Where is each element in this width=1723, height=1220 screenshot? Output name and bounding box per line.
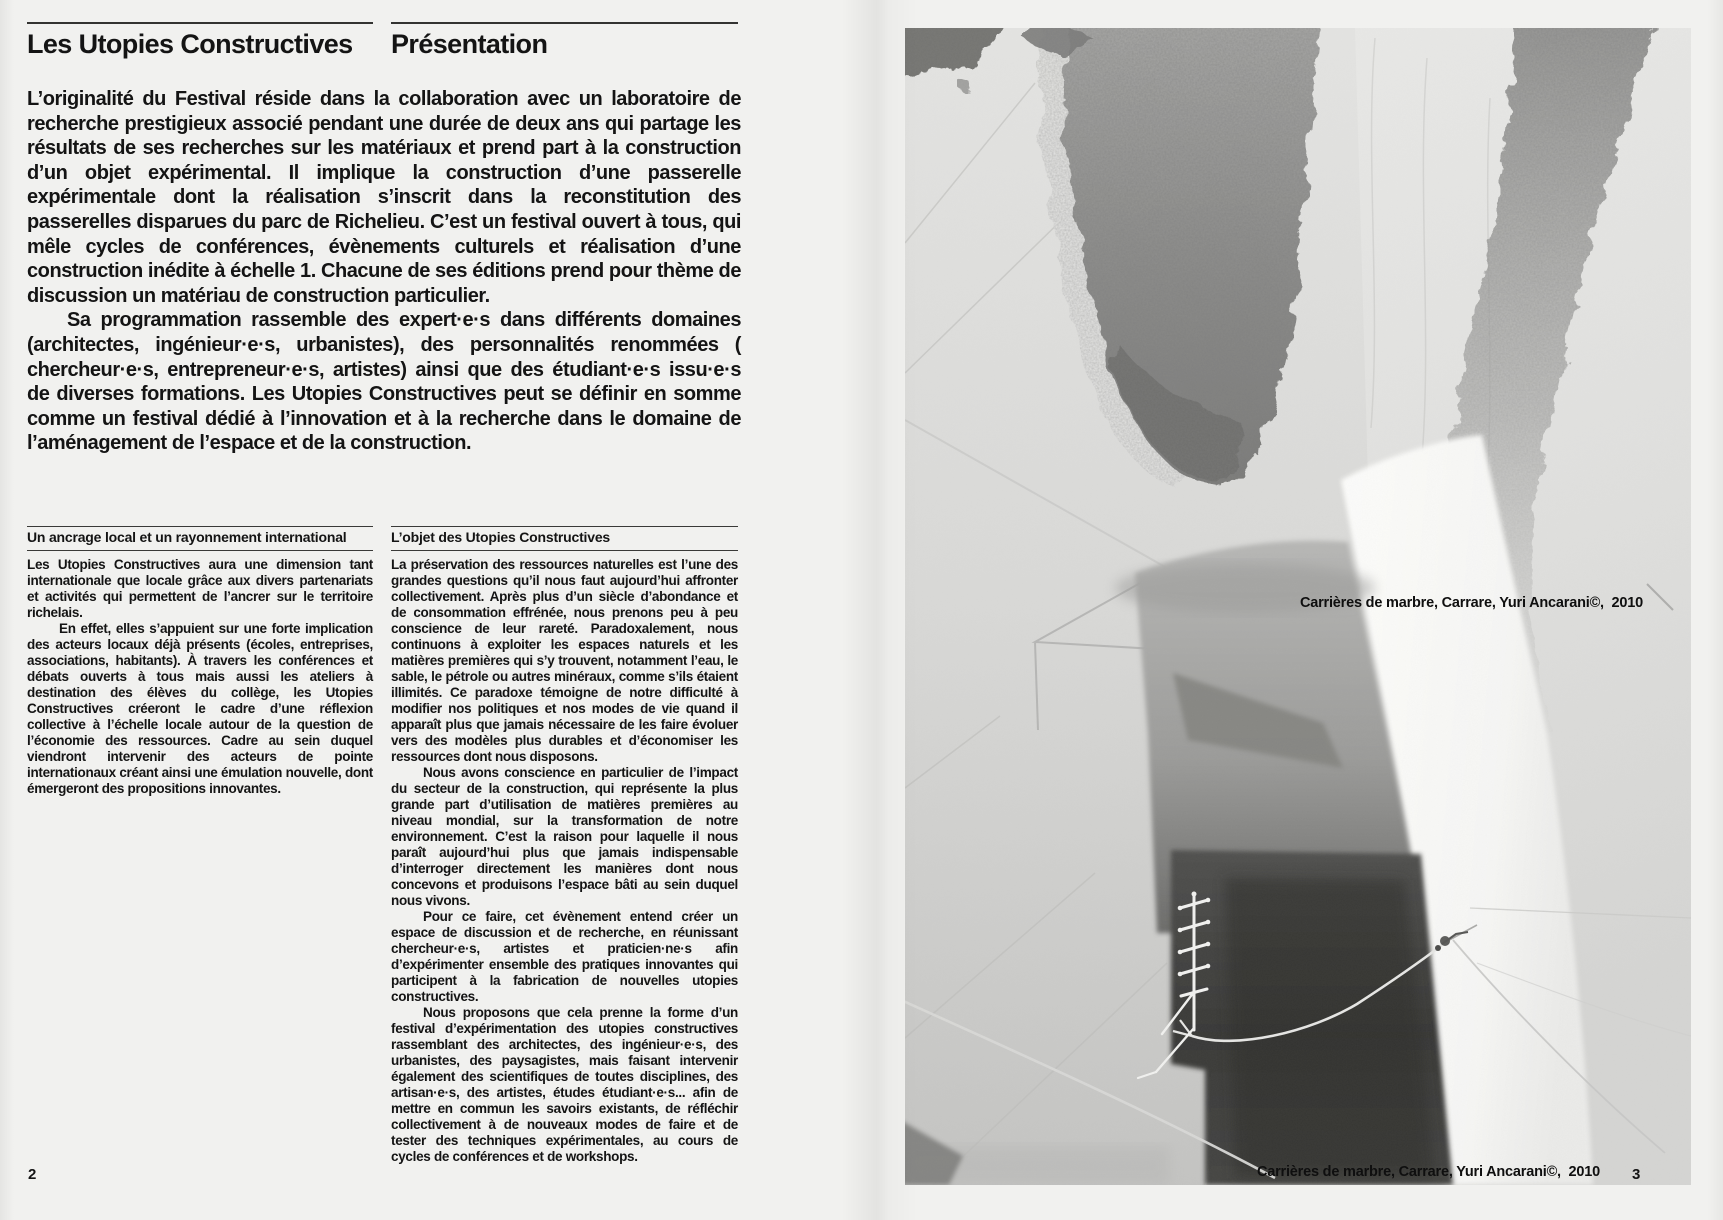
page-title-les-utopies-constructives: Les Utopies Constructives <box>27 29 353 59</box>
intro-text <box>27 87 741 456</box>
column2-paragraph-4: Nous proposons que cela prenne la forme d’un festival d’expérimentation des utopies constructives rassemblant des architectes, des ingénieur·e·s, des urbanistes, des paysagistes, mais faisant intervenir également des scientifiques de toutes disciplines, des artisan·e·s, des artistes, études étudiant·e·s... afin de mettre en commun les savoirs existants, de réfléchir collectivement à de nouveaux modes de faire et de tester des techniques expérimentales, au cours de cycles de conférences et de workshops. <box>391 1005 738 1164</box>
column-ancrage-local <box>27 526 373 797</box>
scan-edge-right <box>1707 0 1723 1220</box>
page-title-presentation: Présentation <box>391 29 548 59</box>
column-header-ancrage: Un ancrage local et un rayonnement international <box>27 526 373 551</box>
title-block-les-utopies <box>27 22 373 60</box>
photo-caption-top: Carrières de marbre, Carrare, Yuri Ancarani©, 2010 <box>1299 595 1643 611</box>
column2-paragraph-1: La préservation des ressources naturelles est l’une des grandes questions qu’il nous faut aujourd’hui affronter collectivement. Après plus d’un siècle d’abondance et de consommation effrénée, nous prenons peu à peu conscience de leur rareté. Paradoxalement, nous continuons à exploiter les espaces naturels et les matières premières qui s’y trouvent, notamment l’eau, le sable, le pétrole ou autres minéraux, comme s’ils étaient illimités. Ce paradoxe témoigne de notre difficulté à modifier nos politiques et nos modes de vie quand il apparaît plus que jamais nécessaire de les faire évoluer vers des modèles plus durables et d’économiser les ressources dont nous disposons. <box>391 557 738 764</box>
title-block-presentation <box>391 22 738 60</box>
column2-paragraph-2: Nous avons conscience en particulier de l’impact du secteur de la construction, qui représente la plus grande part d’utilisation de matières premières au niveau mondial, sur la transformation de notre environnement. C’est la raison pour laquelle il nous paraît aujourd’hui plus que jamais indispensable d’interroger directement les manières dont nous concevons et produisons l’espace bâti au sein duquel nous vivons. <box>391 765 738 908</box>
scan-edge-left <box>0 0 14 1220</box>
page-number-2: 2 <box>28 1166 37 1183</box>
intro-paragraph-2: Sa programmation rassemble des expert·e·s dans différents domaines (architectes, ingénieur·e·s, urbanistes), des personnalités renommées ( chercheur·e·s, entrepreneur·e·s, artistes) ainsi que des étudiant·e·s issu·e·s de diverses formations. Les Utopies Constructives peut se définir en somme comme un festival dédié à l’innovation et à la recherche dans le domaine de l’aménagement de l’espace et de la construction. <box>27 309 741 455</box>
page-number-3: 3 <box>1632 1166 1641 1183</box>
column-objet-utopies <box>391 526 738 1165</box>
photo-caption-bottom: Carrières de marbre, Carrare, Yuri Ancarani©, 2010 <box>1256 1164 1600 1180</box>
column1-paragraph-2: En effet, elles s’appuient sur une forte implication des acteurs locaux déjà présents (écoles, entreprises, associations, habitants). À travers les conférences et débats ouverts à tous mais aussi les ateliers à destination des élèves du collège, les Utopies Constructives créeront le cadre d’une réflexion collective à l’échelle locale autour de la question de l’économie des ressources. Cadre au sein duquel viendront intervenir des acteurs de pointe internationaux créant ainsi une émulation nouvelle, dont émergeront des propositions innovantes. <box>27 621 373 796</box>
column2-paragraph-3: Pour ce faire, cet évènement entend créer un espace de discussion et de recherche, en réunissant chercheur·e·s, artistes et praticien·ne·s afin d’expérimenter ensemble des pratiques innovantes qui participent à la fabrication de nouvelles utopies constructives. <box>391 909 738 1004</box>
intro-paragraph-1: L’originalité du Festival réside dans la collaboration avec un laboratoire de recherche prestigieux associé pendant une durée de deux ans qui partage les résultats de ses recherches sur les matériaux et prend part à la construction d’un objet expérimental. Il implique la construction d’une passerelle expérimentale dont la réalisation s’inscrit dans la reconstitution des passerelles disparues du parc de Richelieu. C’est un festival ouvert à tous, qui mêle cycles de conférences, évènements culturels et réalisation d’une construction inédite à échelle 1. Chacune de ses éditions prend pour thème de discussion un matériau de construction particulier. <box>27 88 741 307</box>
column-header-objet: L’objet des Utopies Constructives <box>391 526 738 551</box>
column1-paragraph-1: Les Utopies Constructives aura une dimension tant internationale que locale grâce aux divers partenariats et activités qui permettent de l’ancrer sur le territoire richelais. <box>27 557 373 620</box>
